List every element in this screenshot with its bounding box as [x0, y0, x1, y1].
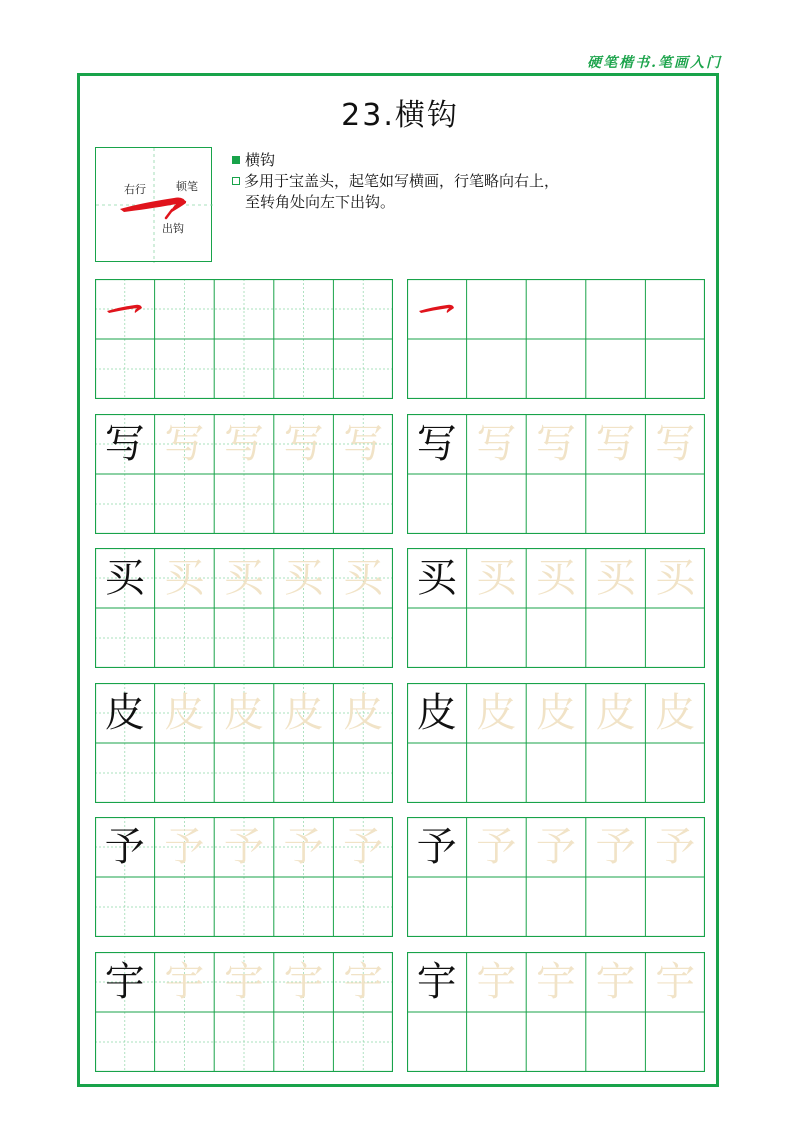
- trace-character: 宇: [343, 959, 384, 1005]
- trace-character: 买: [476, 555, 517, 602]
- label-pause: 顿笔: [176, 180, 198, 193]
- green-square-bullet-icon: [232, 156, 240, 164]
- trace-character: 写: [535, 420, 576, 467]
- info-heading: 横钩: [245, 151, 276, 169]
- practice-grid-row-2-right: [407, 414, 705, 534]
- trace-character: 予: [164, 824, 205, 871]
- trace-character: 皮: [343, 689, 384, 736]
- trace-character: 予: [223, 824, 264, 871]
- series-tag: 硬笔楷书.笔画入门: [587, 55, 722, 71]
- trace-character: 写: [655, 420, 696, 467]
- trace-character: 皮: [283, 689, 324, 736]
- practice-grid-row-1-right: [407, 279, 705, 399]
- info-desc-line2: 至转角处向左下出钩。: [245, 193, 396, 211]
- practice-grid-row-3-left: [95, 548, 393, 668]
- trace-character: 皮: [476, 689, 517, 736]
- model-character: 皮: [104, 689, 145, 736]
- trace-character: 宇: [164, 959, 205, 1005]
- trace-character: 皮: [535, 689, 576, 736]
- trace-character: 写: [595, 420, 636, 467]
- trace-character: 写: [283, 420, 324, 467]
- trace-character: 买: [283, 555, 324, 602]
- trace-character: 宇: [595, 959, 636, 1005]
- trace-character: 买: [343, 555, 384, 602]
- trace-character: 宇: [223, 959, 264, 1005]
- page-title: 23.横钩: [341, 98, 459, 133]
- stroke-demo-grid: [96, 148, 213, 263]
- trace-character: 予: [655, 824, 696, 871]
- trace-character: 买: [595, 555, 636, 602]
- model-character: 买: [416, 555, 457, 602]
- hollow-square-bullet-icon: [232, 177, 240, 185]
- trace-character: 皮: [655, 689, 696, 736]
- model-character: 皮: [416, 689, 457, 736]
- practice-grid-row-1-left: [95, 279, 393, 399]
- label-right-move: 右行: [124, 183, 146, 196]
- model-character: 买: [104, 555, 145, 602]
- trace-character: 写: [476, 420, 517, 467]
- stroke-demo-box: [95, 147, 212, 262]
- practice-grid-row-4-right: [407, 683, 705, 803]
- model-character: 宇: [416, 959, 457, 1005]
- model-character: 予: [104, 824, 145, 871]
- trace-character: 写: [223, 420, 264, 467]
- trace-character: 写: [343, 420, 384, 467]
- info-desc-line1: 多用于宝盖头，起笔如写横画，行笔略向右上，: [244, 172, 560, 190]
- practice-grid-row-3-right: [407, 548, 705, 668]
- practice-grid-row-5-left: [95, 817, 393, 937]
- trace-character: 予: [343, 824, 384, 871]
- hook-stroke-icon: [419, 305, 454, 313]
- trace-character: 写: [164, 420, 205, 467]
- practice-grid-row-2-left: [95, 414, 393, 534]
- trace-character: 宇: [655, 959, 696, 1005]
- trace-character: 予: [476, 824, 517, 871]
- practice-grid-row-5-right: [407, 817, 705, 937]
- model-character: 写: [104, 420, 145, 467]
- trace-character: 予: [595, 824, 636, 871]
- practice-grid-row-4-left: [95, 683, 393, 803]
- practice-grid-row-6-right: [407, 952, 705, 1072]
- trace-character: 予: [283, 824, 324, 871]
- practice-grid-row-6-left: [95, 952, 393, 1072]
- model-character: 予: [416, 824, 457, 871]
- model-character: 宇: [104, 959, 145, 1005]
- trace-character: 皮: [595, 689, 636, 736]
- model-character: 写: [416, 420, 457, 467]
- trace-character: 宇: [283, 959, 324, 1005]
- trace-character: 皮: [223, 689, 264, 736]
- stroke-info: [232, 150, 559, 213]
- trace-character: 买: [164, 555, 205, 602]
- trace-character: 宇: [535, 959, 576, 1005]
- trace-character: 买: [655, 555, 696, 602]
- trace-character: 买: [535, 555, 576, 602]
- trace-character: 买: [223, 555, 264, 602]
- trace-character: 予: [535, 824, 576, 871]
- trace-character: 皮: [164, 689, 205, 736]
- label-hook: 出钩: [162, 222, 184, 235]
- trace-character: 宇: [476, 959, 517, 1005]
